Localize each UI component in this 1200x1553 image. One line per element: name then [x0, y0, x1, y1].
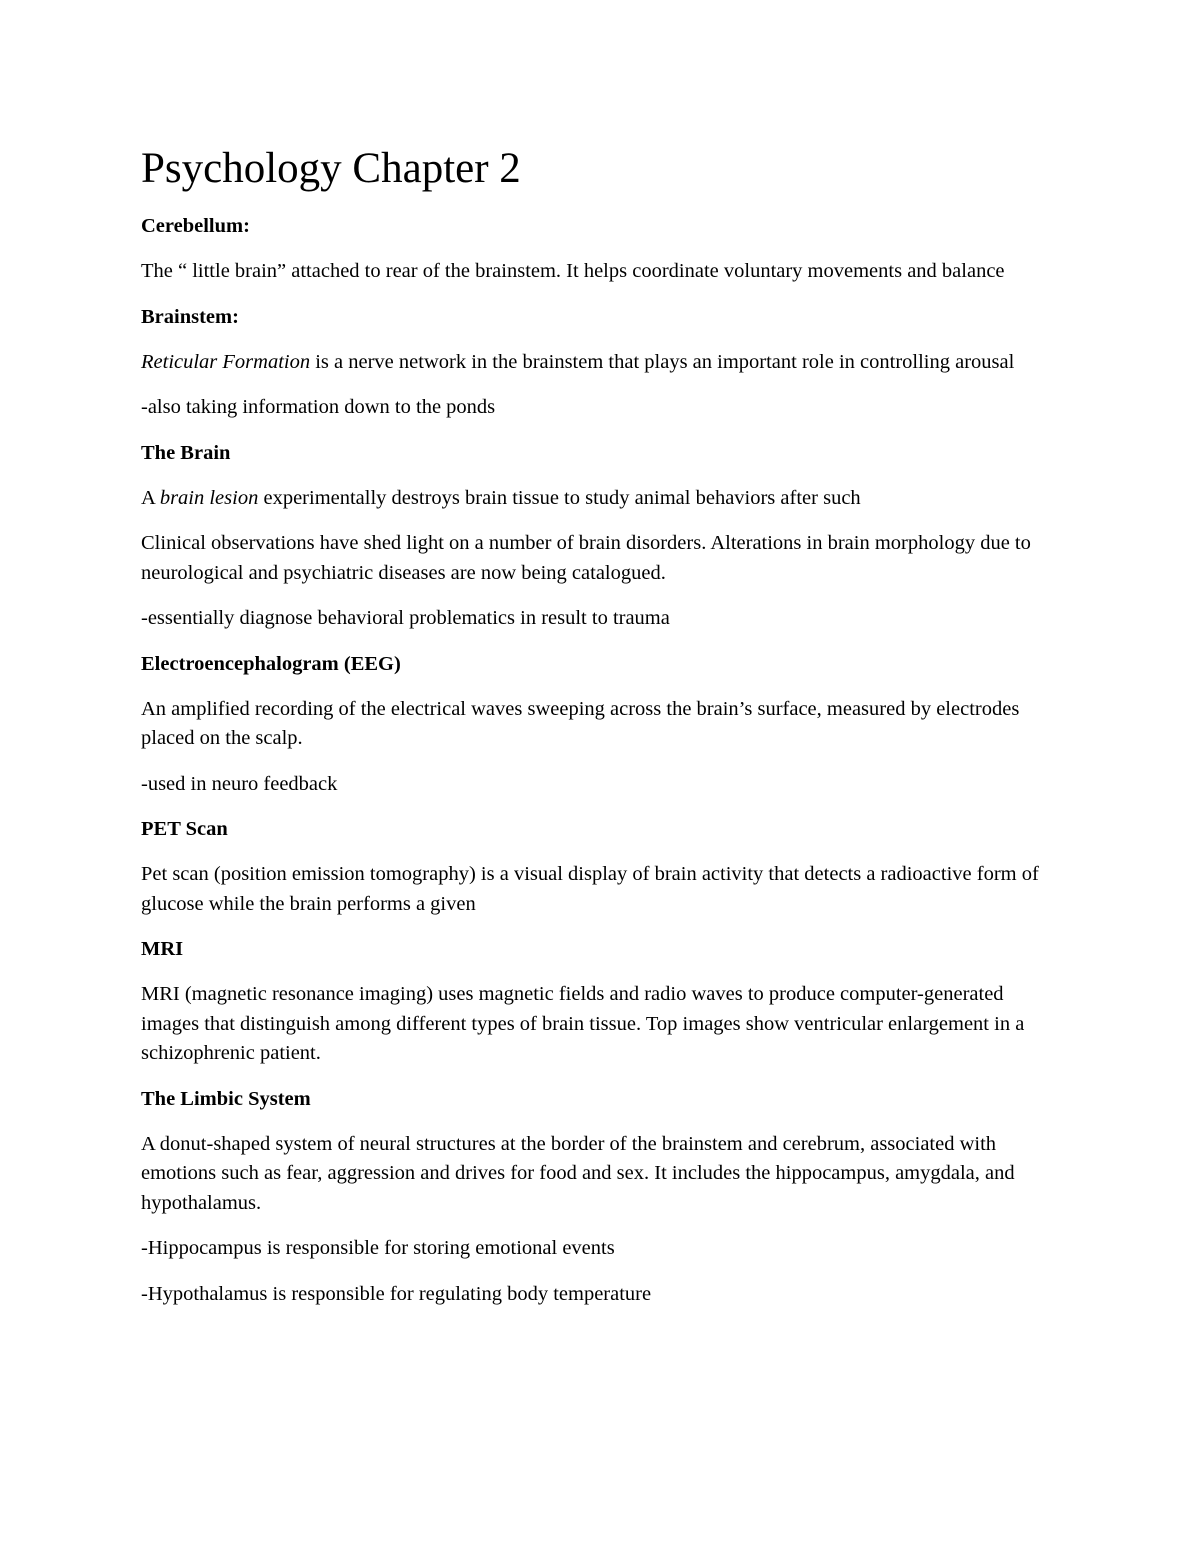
section-heading-the-brain: The Brain [141, 441, 231, 464]
paragraph [141, 393, 1061, 423]
paragraph-text: MRI (magnetic resonance imaging) uses magnetic fields and radio waves to produce computer-generated images that distinguish among different types of brain tissue. Top images show ventricular enlargement in a schizophrenic patient. [141, 983, 1025, 1064]
section-heading-brainstem: Brainstem: [141, 305, 239, 328]
italic-term: brain lesion [159, 486, 259, 509]
paragraph-prefix: A [141, 486, 160, 509]
paragraph [141, 1130, 1061, 1219]
paragraph-text: -Hippocampus is responsible for storing emotional events [141, 1237, 615, 1259]
paragraph-text: experimentally destroys brain tissue to study animal behaviors after such [258, 486, 861, 509]
paragraph [141, 257, 1061, 287]
paragraph-text: -Hypothalamus is responsible for regulating body temperature [141, 1282, 652, 1305]
paragraph [141, 1280, 1061, 1310]
section-heading-cerebellum: Cerebellum: [141, 215, 250, 237]
paragraph-text: -also taking information down to the ponds [141, 396, 496, 418]
paragraph [141, 860, 1061, 919]
paragraph [141, 604, 1061, 634]
section-heading-mri: MRI [141, 938, 184, 960]
document-title: Psychology Chapter 2 [141, 145, 521, 192]
italic-term: Reticular Formation [141, 350, 311, 373]
paragraph-text: Clinical observations have shed light on a number of brain disorders. Alterations in brain morphology due to neurological and psychiatric diseases are now being catalogued. [141, 532, 1031, 584]
paragraph [141, 695, 1061, 754]
section-heading-pet-scan: PET Scan [141, 818, 228, 840]
paragraph-text: A donut-shaped system of neural structures at the border of the brainstem and cerebrum, associated with emotions such as fear, aggression and drives for food and sex. It includes the hippocampus, amygdala, and hypothalamus. [141, 1132, 1015, 1214]
section-heading-limbic-system: The Limbic System [141, 1087, 311, 1110]
paragraph [141, 1234, 1061, 1264]
paragraph-text: Pet scan (position emission tomography) is a visual display of brain activity that detects a radioactive form of glucose while the brain performs a given [141, 863, 1039, 915]
paragraph [141, 484, 1061, 514]
paragraph [141, 348, 1061, 378]
paragraph [141, 529, 1061, 588]
document-page [141, 140, 1061, 1325]
paragraph-text: -used in neuro feedback [141, 772, 338, 795]
paragraph-text: -essentially diagnose behavioral problematics in result to trauma [141, 607, 670, 629]
section-heading-eeg: Electroencephalogram (EEG) [141, 652, 401, 675]
paragraph-text: An amplified recording of the electrical waves sweeping across the brain’s surface, measured by electrodes placed on the scalp. [141, 697, 1020, 749]
paragraph-text: The “ little brain” attached to rear of the brainstem. It helps coordinate voluntary movements and balance [141, 260, 1005, 282]
paragraph [141, 980, 1061, 1069]
paragraph-text: is a nerve network in the brainstem that plays an important role in controlling arousal [310, 350, 1015, 373]
paragraph [141, 770, 1061, 800]
